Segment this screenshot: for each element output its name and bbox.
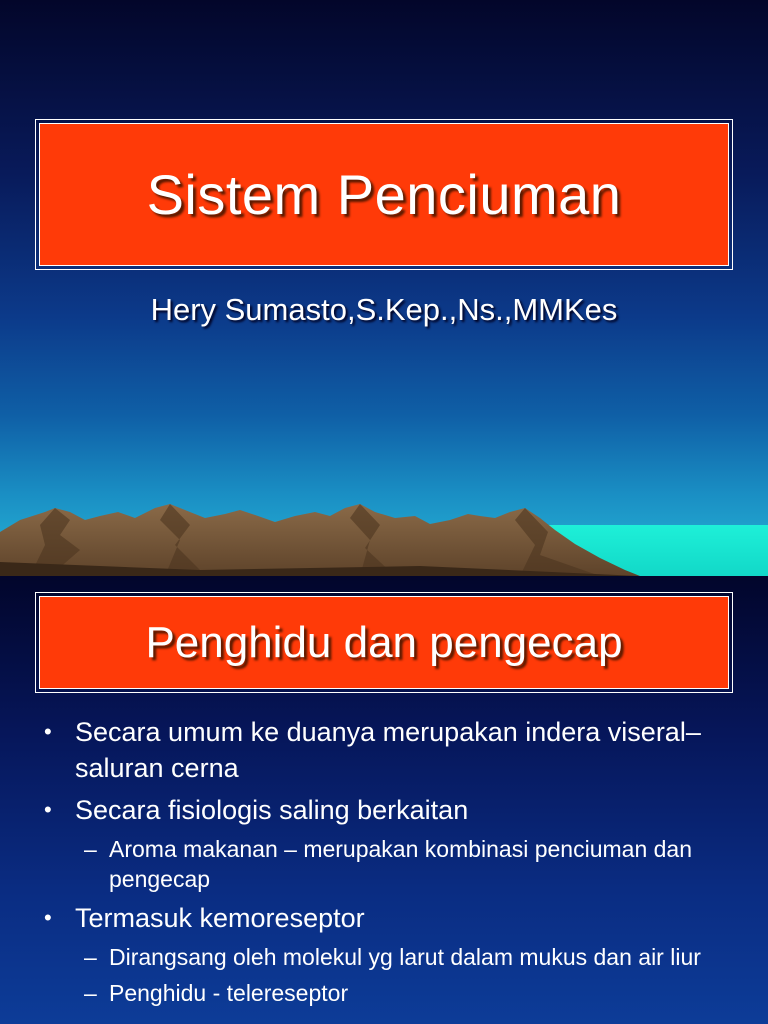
bullet-item — [0, 792, 768, 828]
mountain-landscape-image — [0, 420, 768, 576]
author-subtitle: Hery Sumasto,S.Kep.,Ns.,MMKes — [150, 292, 618, 327]
bullet-item — [0, 714, 768, 786]
sub-bullet-glyph: – — [84, 980, 97, 1006]
sub-bullet-text: Dirangsang oleh molekul yg larut dalam mukus dan air liur — [109, 944, 701, 970]
title-box — [35, 592, 733, 693]
bullet-list — [0, 714, 768, 1014]
bullet-text: Secara umum ke duanya merupakan indera viseral– saluran cerna — [75, 717, 701, 783]
sub-bullet-item — [0, 978, 768, 1008]
bullet-text: Termasuk kemoreseptor — [75, 903, 365, 933]
slide-content — [0, 576, 768, 1024]
sub-bullet-item — [0, 942, 768, 972]
bullet-glyph: • — [44, 719, 52, 744]
title-box — [35, 119, 733, 270]
bullet-glyph: • — [44, 797, 52, 822]
sub-bullet-glyph: – — [84, 944, 97, 970]
bullet-item — [0, 900, 768, 936]
slide-title-text: Penghidu dan pengecap — [145, 617, 623, 667]
slide-title-text: Sistem Penciuman — [146, 163, 622, 226]
sub-bullet-text: Aroma makanan – merupakan kombinasi penciuman dan pengecap — [109, 836, 692, 892]
sub-bullet-glyph: – — [84, 836, 97, 862]
sub-bullet-item — [0, 834, 768, 894]
sub-bullet-text: Penghidu - telereseptor — [109, 980, 349, 1006]
bullet-text: Secara fisiologis saling berkaitan — [75, 795, 469, 825]
bullet-glyph: • — [44, 905, 52, 930]
